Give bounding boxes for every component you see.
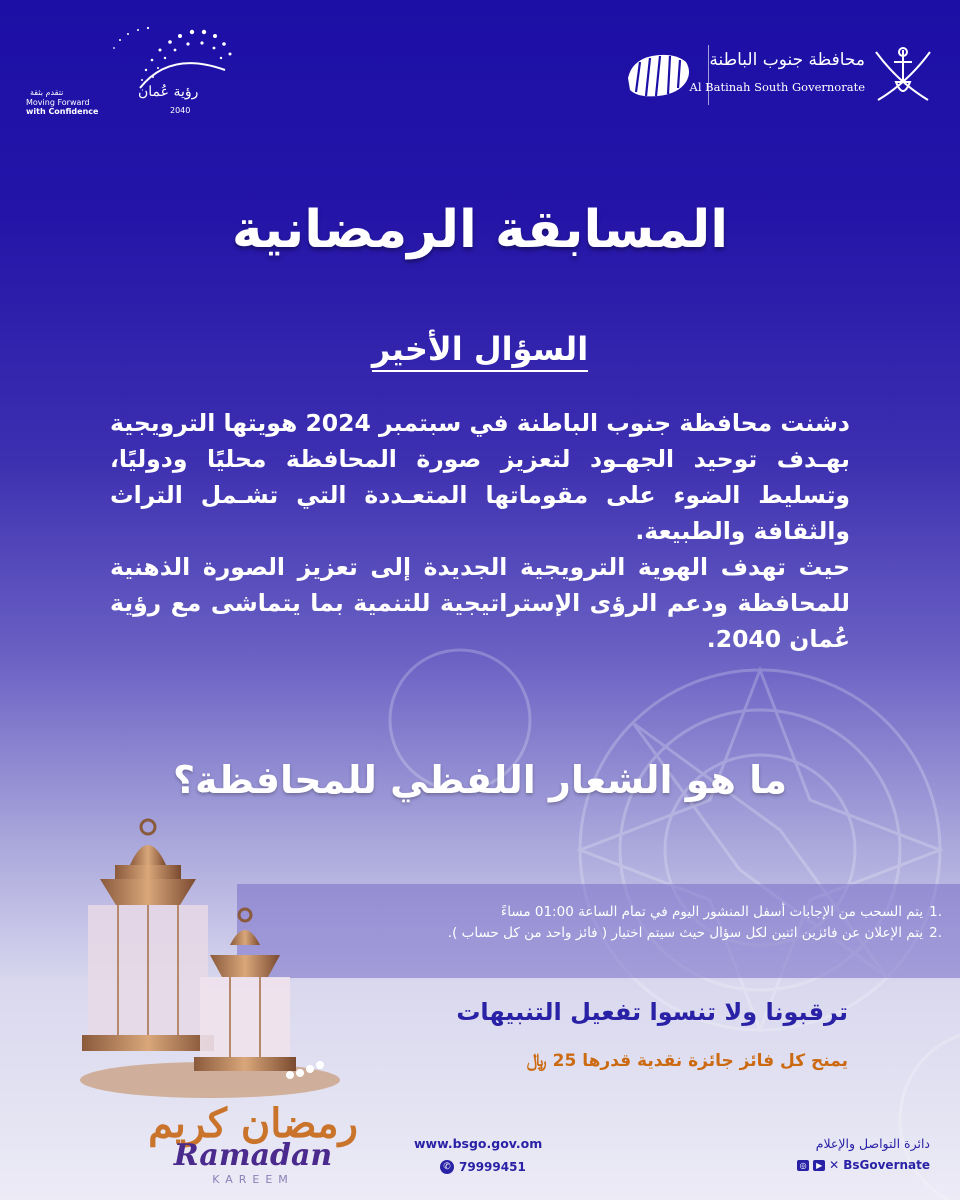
rule-item bbox=[262, 923, 942, 944]
ramadan-kareem-sub: KAREEM bbox=[212, 1173, 294, 1186]
body-paragraph-1: دشنت محافظة جنوب الباطنة في سبتمبر 2024 هويتها الترويجية بهـدف توحيد الجهـود لتعزيز صورة المحافظة محليًا ودوليًا، وتسليط الضوء على مقوماتها المتعـددة التي تشـمل التراث والثقافة والطبيعة. bbox=[109, 409, 850, 545]
phone-contact[interactable] bbox=[440, 1160, 526, 1174]
department-name: دائرة التواصل والإعلام bbox=[815, 1136, 930, 1151]
governorate-name-en: Al Batinah South Governorate bbox=[689, 80, 865, 94]
website-link[interactable]: www.bsgo.gov.om bbox=[414, 1136, 543, 1151]
vision-tagline-en-2: with Confidence bbox=[26, 107, 99, 116]
vision-year: 2040 bbox=[170, 106, 191, 115]
phone-number: 79999451 bbox=[459, 1160, 526, 1174]
rules-list bbox=[262, 902, 942, 944]
x-icon: ✕ bbox=[829, 1158, 840, 1172]
notification-cta: ترقبونا ولا تنسوا تفعيل التنبيهات bbox=[456, 998, 848, 1026]
governorate-name-ar: محافظة جنوب الباطنة bbox=[709, 50, 865, 70]
prize-label: يمنح كل فائز جائزة نقدية قدرها 25 bbox=[552, 1050, 848, 1071]
instagram-icon: ◎ bbox=[797, 1160, 809, 1171]
oman-emblem-icon bbox=[868, 42, 938, 106]
rule-text: يتم السحب من الإجابات أسفل المنشور اليوم في تمام الساعة 01:00 مساءً bbox=[500, 904, 924, 920]
lantern-illustration bbox=[60, 815, 340, 1105]
question-text: ما هو الشعار اللفظي للمحافظة؟ bbox=[173, 758, 787, 802]
social-handle[interactable] bbox=[797, 1158, 930, 1172]
rules-band bbox=[237, 884, 960, 978]
prize-text bbox=[527, 1050, 848, 1071]
rule-number: 1. bbox=[929, 904, 942, 920]
ramadan-kareem-logo bbox=[138, 1100, 368, 1195]
rule-number: 2. bbox=[929, 925, 942, 941]
ramadan-kareem-en: Ramadan bbox=[173, 1138, 333, 1173]
whatsapp-icon: ✆ bbox=[440, 1160, 454, 1174]
youtube-icon: ▶ bbox=[813, 1160, 825, 1171]
page-title: المسابقة الرمضانية bbox=[231, 200, 729, 260]
rial-currency-icon: ﷼ bbox=[526, 1050, 547, 1071]
vision-tagline-en-1: Moving Forward bbox=[26, 98, 90, 107]
oman-vision-2040-logo bbox=[20, 10, 250, 120]
body-text bbox=[110, 405, 850, 657]
vision-tagline-ar: نتقدم بثقة bbox=[30, 88, 64, 97]
ramadan-kareem-ar: رمضان كريم bbox=[148, 1100, 358, 1147]
governorate-map-icon bbox=[622, 48, 694, 100]
rule-item bbox=[262, 902, 942, 923]
rule-text: يتم الإعلان عن فائزين اثنين لكل سؤال حيث سيتم اختيار ( فائز واحد من كل حساب ). bbox=[447, 925, 924, 941]
social-handle-text: BsGovernate bbox=[843, 1158, 930, 1172]
vision-ar-name: رؤية عُمان bbox=[138, 84, 199, 100]
body-paragraph-2: حيث تهدف الهوية الترويجية الجديدة إلى تعزيز الصورة الذهنية للمحافظة ودعم الرؤى الإستراتيجية للتنمية بما يتماشى مع رؤية عُمان 2040. bbox=[110, 553, 850, 653]
page-subtitle: السؤال الأخير bbox=[372, 330, 588, 372]
